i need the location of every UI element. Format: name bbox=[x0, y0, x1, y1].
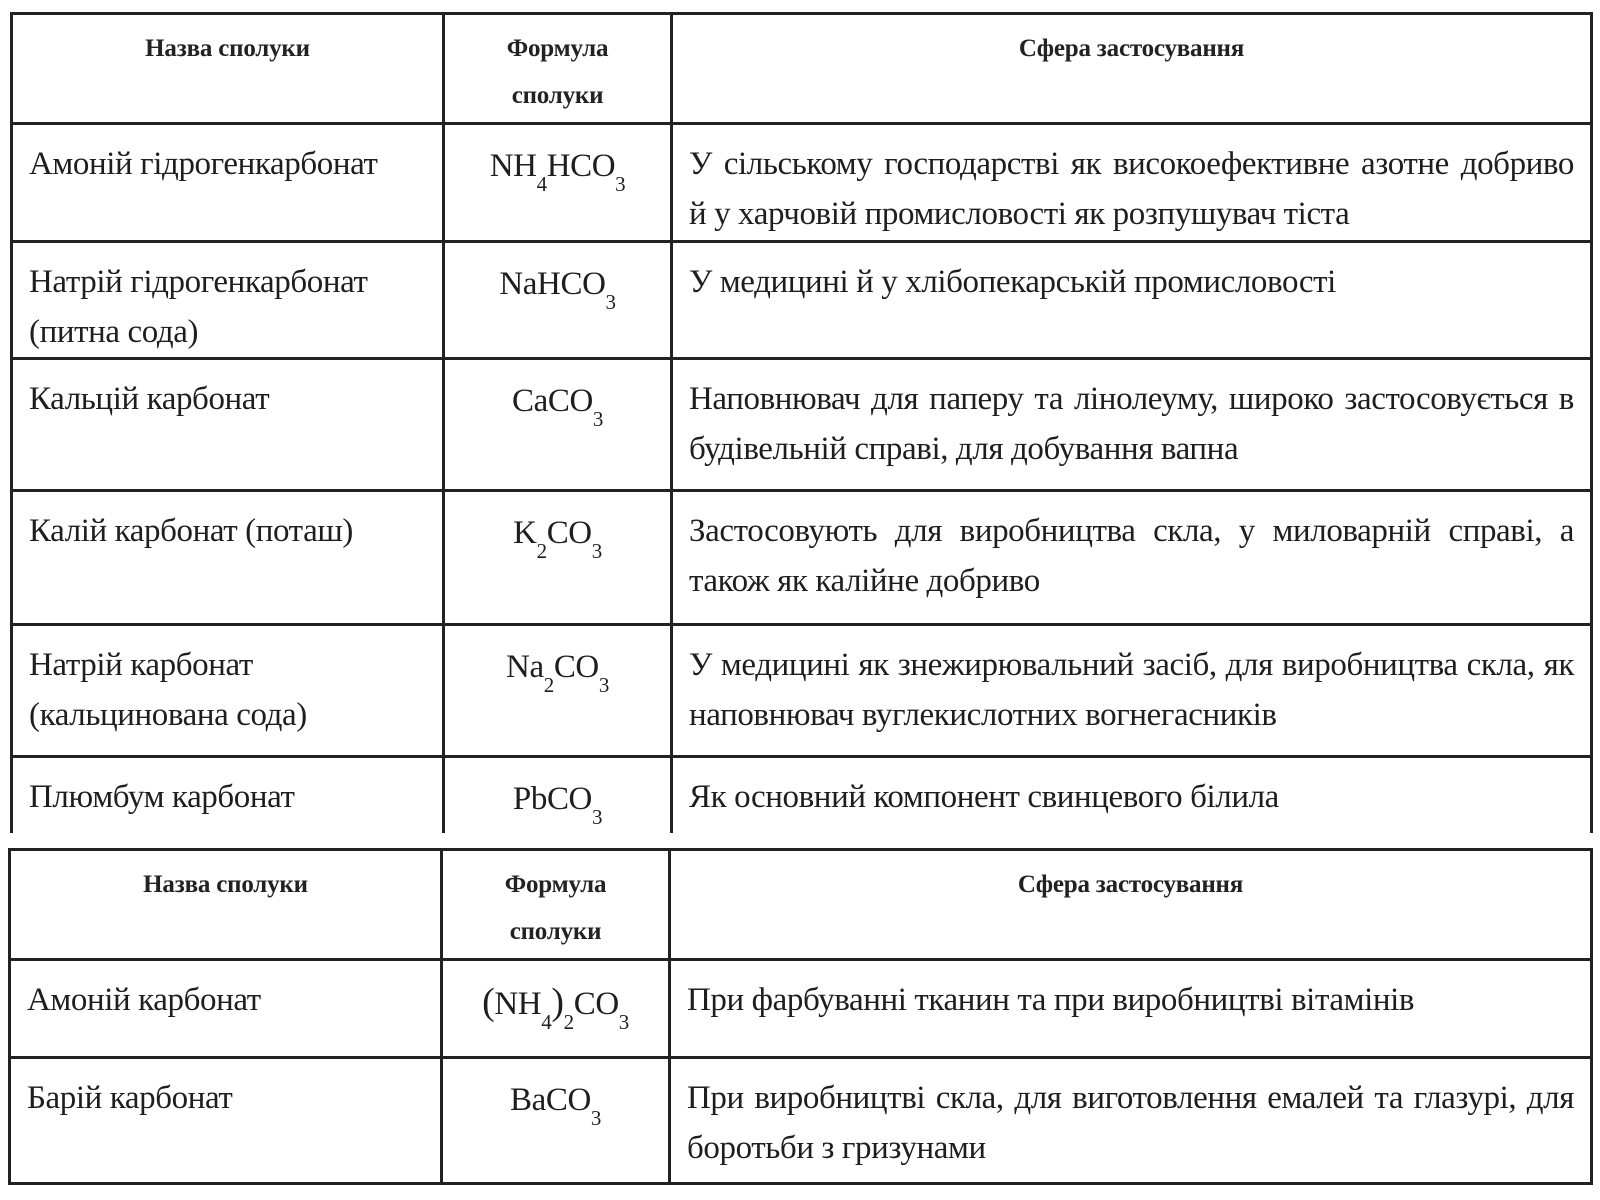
table-row bbox=[12, 757, 1592, 833]
formula-subscript: 3 bbox=[618, 1009, 629, 1034]
compound-name: Барій карбонат bbox=[10, 1058, 442, 1184]
header-name: Назва сполуки bbox=[10, 850, 442, 960]
compound-formula bbox=[444, 625, 672, 757]
header-formula-line1: Формула bbox=[504, 871, 607, 898]
formula-open-paren: ( bbox=[482, 981, 495, 1023]
formula-subscript: 2 bbox=[536, 538, 547, 563]
compound-formula bbox=[442, 1058, 670, 1184]
formula-subscript: 4 bbox=[536, 171, 547, 196]
formula-subscript: 3 bbox=[598, 672, 609, 697]
formula-part: CO bbox=[546, 515, 592, 551]
table-row bbox=[10, 960, 1592, 1058]
compound-name: Калій карбонат (поташ) bbox=[12, 491, 444, 625]
carbonates-table-2 bbox=[8, 848, 1593, 1185]
formula-part: CaCO bbox=[511, 383, 593, 419]
table-row bbox=[12, 124, 1592, 242]
formula-subscript: 3 bbox=[592, 804, 603, 829]
header-formula-line2: сполуки bbox=[511, 82, 604, 109]
carbonates-table-1 bbox=[10, 12, 1593, 833]
compound-name: Натрій карбонат (кальцинована сода) bbox=[12, 625, 444, 757]
compound-name: Плюмбум карбонат bbox=[12, 757, 444, 833]
formula-part: HCO bbox=[546, 148, 616, 184]
compound-use: У сільському господарстві як високоефективне азотне добриво й у харчовій промисловості як розпушувач тіста bbox=[672, 124, 1592, 242]
formula-subscript: 3 bbox=[615, 171, 626, 196]
formula-part: NaHCO bbox=[499, 266, 606, 302]
formula-part: PbCO bbox=[512, 781, 592, 817]
formula-subscript: 3 bbox=[592, 406, 603, 431]
header-use: Сфера застосування bbox=[672, 14, 1592, 124]
compound-formula bbox=[444, 491, 672, 625]
formula-part: BaCO bbox=[509, 1082, 591, 1118]
header-formula-line2: сполуки bbox=[509, 918, 602, 945]
formula-subscript: 3 bbox=[590, 1105, 601, 1130]
header-use: Сфера застосування bbox=[670, 850, 1592, 960]
formula-subscript: 3 bbox=[591, 538, 602, 563]
header-formula bbox=[444, 14, 672, 124]
formula-part: NH bbox=[489, 148, 537, 184]
header-formula bbox=[442, 850, 670, 960]
compound-use: У медицині й у хлібопекарській промисловості bbox=[672, 242, 1592, 359]
table-row bbox=[12, 491, 1592, 625]
header-formula-line1: Формула bbox=[506, 35, 609, 62]
compound-formula bbox=[444, 242, 672, 359]
formula-close-paren: ) bbox=[551, 981, 564, 1023]
compound-name: Натрій гідрогенкарбонат (питна сода) bbox=[12, 242, 444, 359]
compound-use: Як основний компонент свинцевого білила bbox=[672, 757, 1592, 833]
table-row bbox=[12, 242, 1592, 359]
compound-formula bbox=[444, 359, 672, 491]
table-row bbox=[12, 359, 1592, 491]
compound-name: Амоній карбонат bbox=[10, 960, 442, 1058]
table-row bbox=[10, 1058, 1592, 1184]
formula-subscript: 4 bbox=[541, 1009, 552, 1034]
formula-part: CO bbox=[573, 986, 619, 1022]
header-row bbox=[12, 14, 1592, 124]
formula-subscript: 2 bbox=[543, 672, 554, 697]
formula-part: NH bbox=[494, 986, 542, 1022]
formula-part: Na bbox=[506, 649, 544, 685]
compound-use: При фарбуванні тканин та при виробництві вітамінів bbox=[670, 960, 1592, 1058]
header-row bbox=[10, 850, 1592, 960]
formula-subscript: 2 bbox=[563, 1009, 574, 1034]
compound-use: Наповнювач для паперу та лінолеуму, широко застосовується в будівельній справі, для добування вапна bbox=[672, 359, 1592, 491]
compound-name: Амоній гідрогенкарбонат bbox=[12, 124, 444, 242]
formula-part: K bbox=[513, 515, 537, 551]
compound-use: У медицині як знежирювальний засіб, для виробництва скла, як наповнювач вуглекислотних вогнегасників bbox=[672, 625, 1592, 757]
compound-name: Кальцій карбонат bbox=[12, 359, 444, 491]
compound-use: При виробництві скла, для виготовлення емалей та глазурі, для боротьби з гризунами bbox=[670, 1058, 1592, 1184]
formula-subscript: 3 bbox=[605, 289, 616, 314]
compound-formula bbox=[444, 124, 672, 242]
table-row bbox=[12, 625, 1592, 757]
compound-formula bbox=[442, 960, 670, 1058]
header-name: Назва сполуки bbox=[12, 14, 444, 124]
formula-part: CO bbox=[553, 649, 599, 685]
compound-formula bbox=[444, 757, 672, 833]
compound-use: Застосовують для виробництва скла, у миловарній справі, а також як калійне добриво bbox=[672, 491, 1592, 625]
